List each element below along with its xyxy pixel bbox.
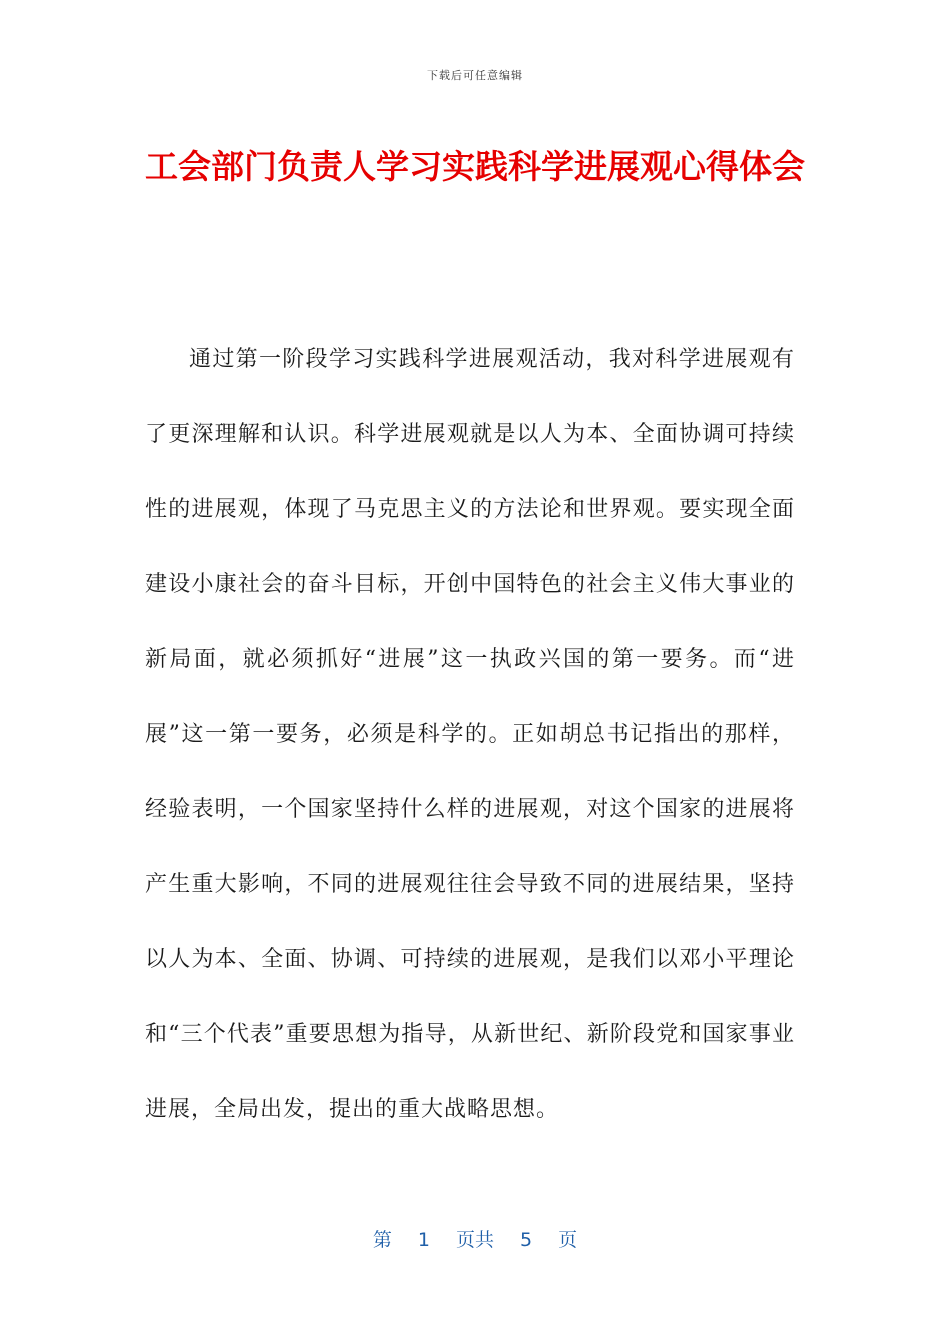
document-title: 工会部门负责人学习实践科学进展观心得体会 xyxy=(145,147,805,186)
footer-suffix: 页 xyxy=(558,1229,578,1251)
footer-prefix: 第 xyxy=(372,1229,392,1251)
header-note: 下载后可任意编辑 xyxy=(427,69,523,82)
body-paragraph: 通过第一阶段学习实践科学进展观活动，我对科学进展观有了更深理解和认识。科学进展观就是以人为本、全面协调可持续性的进展观，体现了马克思主义的方法论和世界观。要实现全面建设小康社会的奋斗目标，开创中国特色的社会主义伟大事业的新局面，就必须抓好“进展”这一执政兴国的第一要务。而“进展”这一第一要务，必须是科学的。正如胡总书记指出的那样，经验表明，一个国家坚持什么样的进展观，对这个国家的进展将产生重大影响，不同的进展观往往会导致不同的进展结果，坚持以人为本、全面、协调、可持续的进展观，是我们以邓小平理论和“三个代表”重要思想为指导，从新世纪、新阶段党和国家事业进展，全局出发，提出的重大战略思想。 xyxy=(145,347,795,1122)
total-pages-number: 5 xyxy=(520,1229,533,1251)
current-page-number: 1 xyxy=(417,1229,430,1251)
footer-middle: 页共 xyxy=(455,1229,494,1251)
page-footer xyxy=(0,1225,950,1252)
